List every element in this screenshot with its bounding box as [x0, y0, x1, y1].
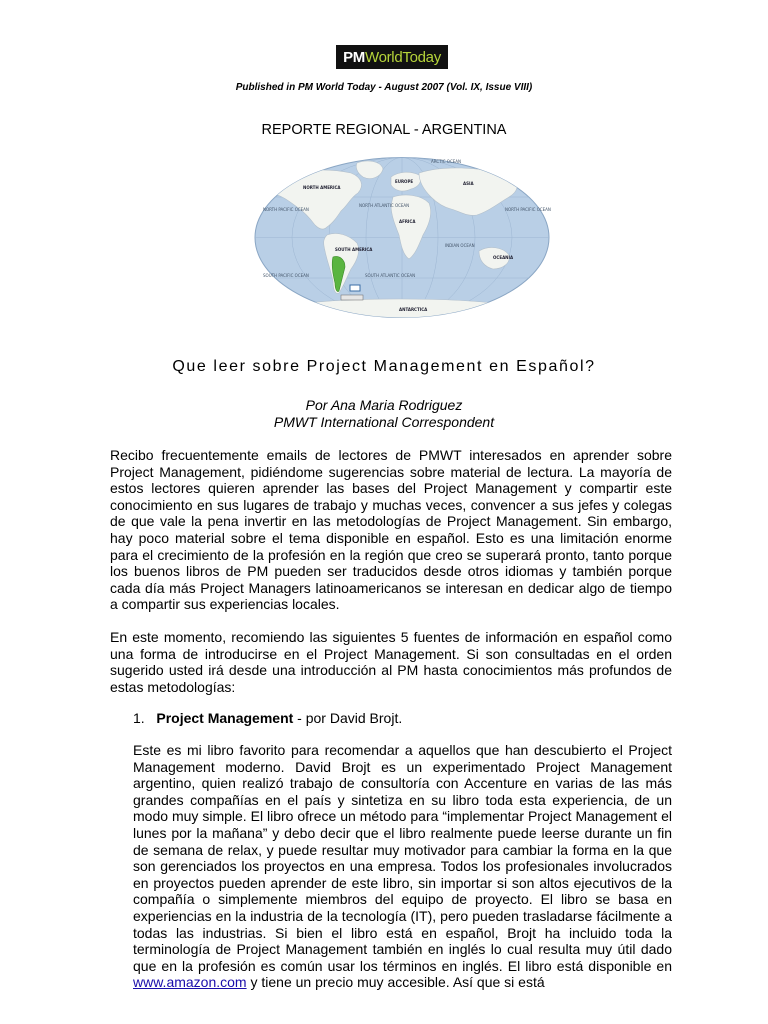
label-south-pacific: SOUTH PACIFIC OCEAN: [263, 273, 309, 278]
logo-worldtoday-text: WorldToday: [364, 48, 441, 66]
label-south-america: SOUTH AMERICA: [335, 247, 373, 252]
label-africa: AFRICA: [399, 219, 416, 224]
list-item-book-title: Project Management: [156, 710, 294, 726]
label-north-atlantic: NORTH ATLANTIC OCEAN: [359, 203, 410, 208]
logo-pm-text: PM: [343, 48, 365, 66]
paragraph-intro: Recibo frecuentemente emails de lectores de PMWT interesados en aprender sobre Project Management, pidiéndome sugerencias sobre material de lectura. La mayoría de estos lectores quieren aprender las bases del Project Management y compartir este conocimiento en sus lugares de trabajo y muchas veces, convencer a sus jefes y colegas de que vale la pena invertir en las metodologías de Project Management. Sin embargo, hay poco material sobre el tema disponible en español. Esto es una limitación enorme para el crecimiento de la profesión en la región que creo se superará pronto, tanto porque los buenos libros de PM pueden ser traducidos desde otros idiomas y también porque cada día más Project Managers latinoamericanos se interesan en dedicar algo de tiempo a compartir sus experiencias locales.: [110, 447, 672, 613]
list-item-author: - por David Brojt.: [293, 710, 403, 726]
author-role: PMWT International Correspondent: [273, 414, 495, 430]
label-indian-ocean: INDIAN OCEAN: [445, 243, 475, 248]
author-name: Por Ana Maria Rodriguez: [305, 397, 463, 413]
label-asia: ASIA: [463, 181, 474, 186]
label-north-pacific-east: NORTH PACIFIC OCEAN: [505, 207, 551, 212]
review-text: Este es mi libro favorito para recomendar a aquellos que han descubierto el Project Management moderno. David Brojt es un experimentado Project Management argentino, quien realizó trabajo de consultoría con Accenture en varias de las más grandes compañías en el país y sintetiza en su libro toda esta experiencia, de un modo muy simple. El libro ofrece un método para “implementar Project Management el lunes por la mañana” y debo decir que el libro realmente puede leerse durante un fin de semana de relax, y puede resultar muy motivador para cambiar la forma en la que son gerenciados los proyectos en una empresa. Todos los profesionales involucrados en proyectos pueden aprender de este libro, sin importar si son altos ejecutivos de la compañía o simplemente miembros del equipo de proyecto. El libro se basa en experiencias en la industria de la tecnología (IT), pero pueden trasladarse fácilmente a todas las industrias. Si bien el libro está en español, Brojt ha incluido toda la terminología de Project Management también en inglés lo cual resulta muy útil dado que en la profesión es común usar los términos en inglés. El libro está disponible en: [133, 742, 672, 974]
label-north-america: NORTH AMERICA: [303, 185, 341, 190]
flag-marker: [350, 285, 360, 291]
world-map-graphic: [253, 155, 551, 320]
report-title: REPORTE REGIONAL - ARGENTINA: [261, 122, 507, 138]
label-europe: EUROPE: [395, 179, 414, 184]
amazon-link[interactable]: www.amazon.com: [133, 974, 247, 991]
label-north-pacific-west: NORTH PACIFIC OCEAN: [263, 207, 309, 212]
list-item-number: 1.: [133, 710, 145, 726]
pmworldtoday-logo: [336, 45, 448, 69]
review-text-end: y tiene un precio muy accesible. Así que si está: [246, 974, 545, 991]
article-title: Que leer sobre Project Management en Español?: [172, 358, 596, 375]
label-oceania: OCEANIA: [493, 255, 514, 260]
label-arctic-ocean: ARCTIC OCEAN: [431, 159, 461, 164]
paragraph-recommendations: En este momento, recomiendo las siguientes 5 fuentes de información en español como una forma de introducirse en el Project Management. Si son consultadas en el orden sugerido usted irá desde una introducción al PM hasta conocimientos más profundos de estas metodologías:: [110, 629, 672, 695]
publication-line: Published in PM World Today - August 2007 (Vol. IX, Issue VIII): [235, 82, 533, 93]
byline: [0, 397, 768, 431]
list-item-1: [133, 710, 402, 726]
label-antarctica: ANTARCTICA: [399, 307, 428, 312]
legend-box: [341, 295, 363, 300]
label-south-atlantic: SOUTH ATLANTIC OCEAN: [365, 273, 416, 278]
paragraph-book-review: [133, 742, 672, 991]
world-map: [253, 155, 551, 320]
